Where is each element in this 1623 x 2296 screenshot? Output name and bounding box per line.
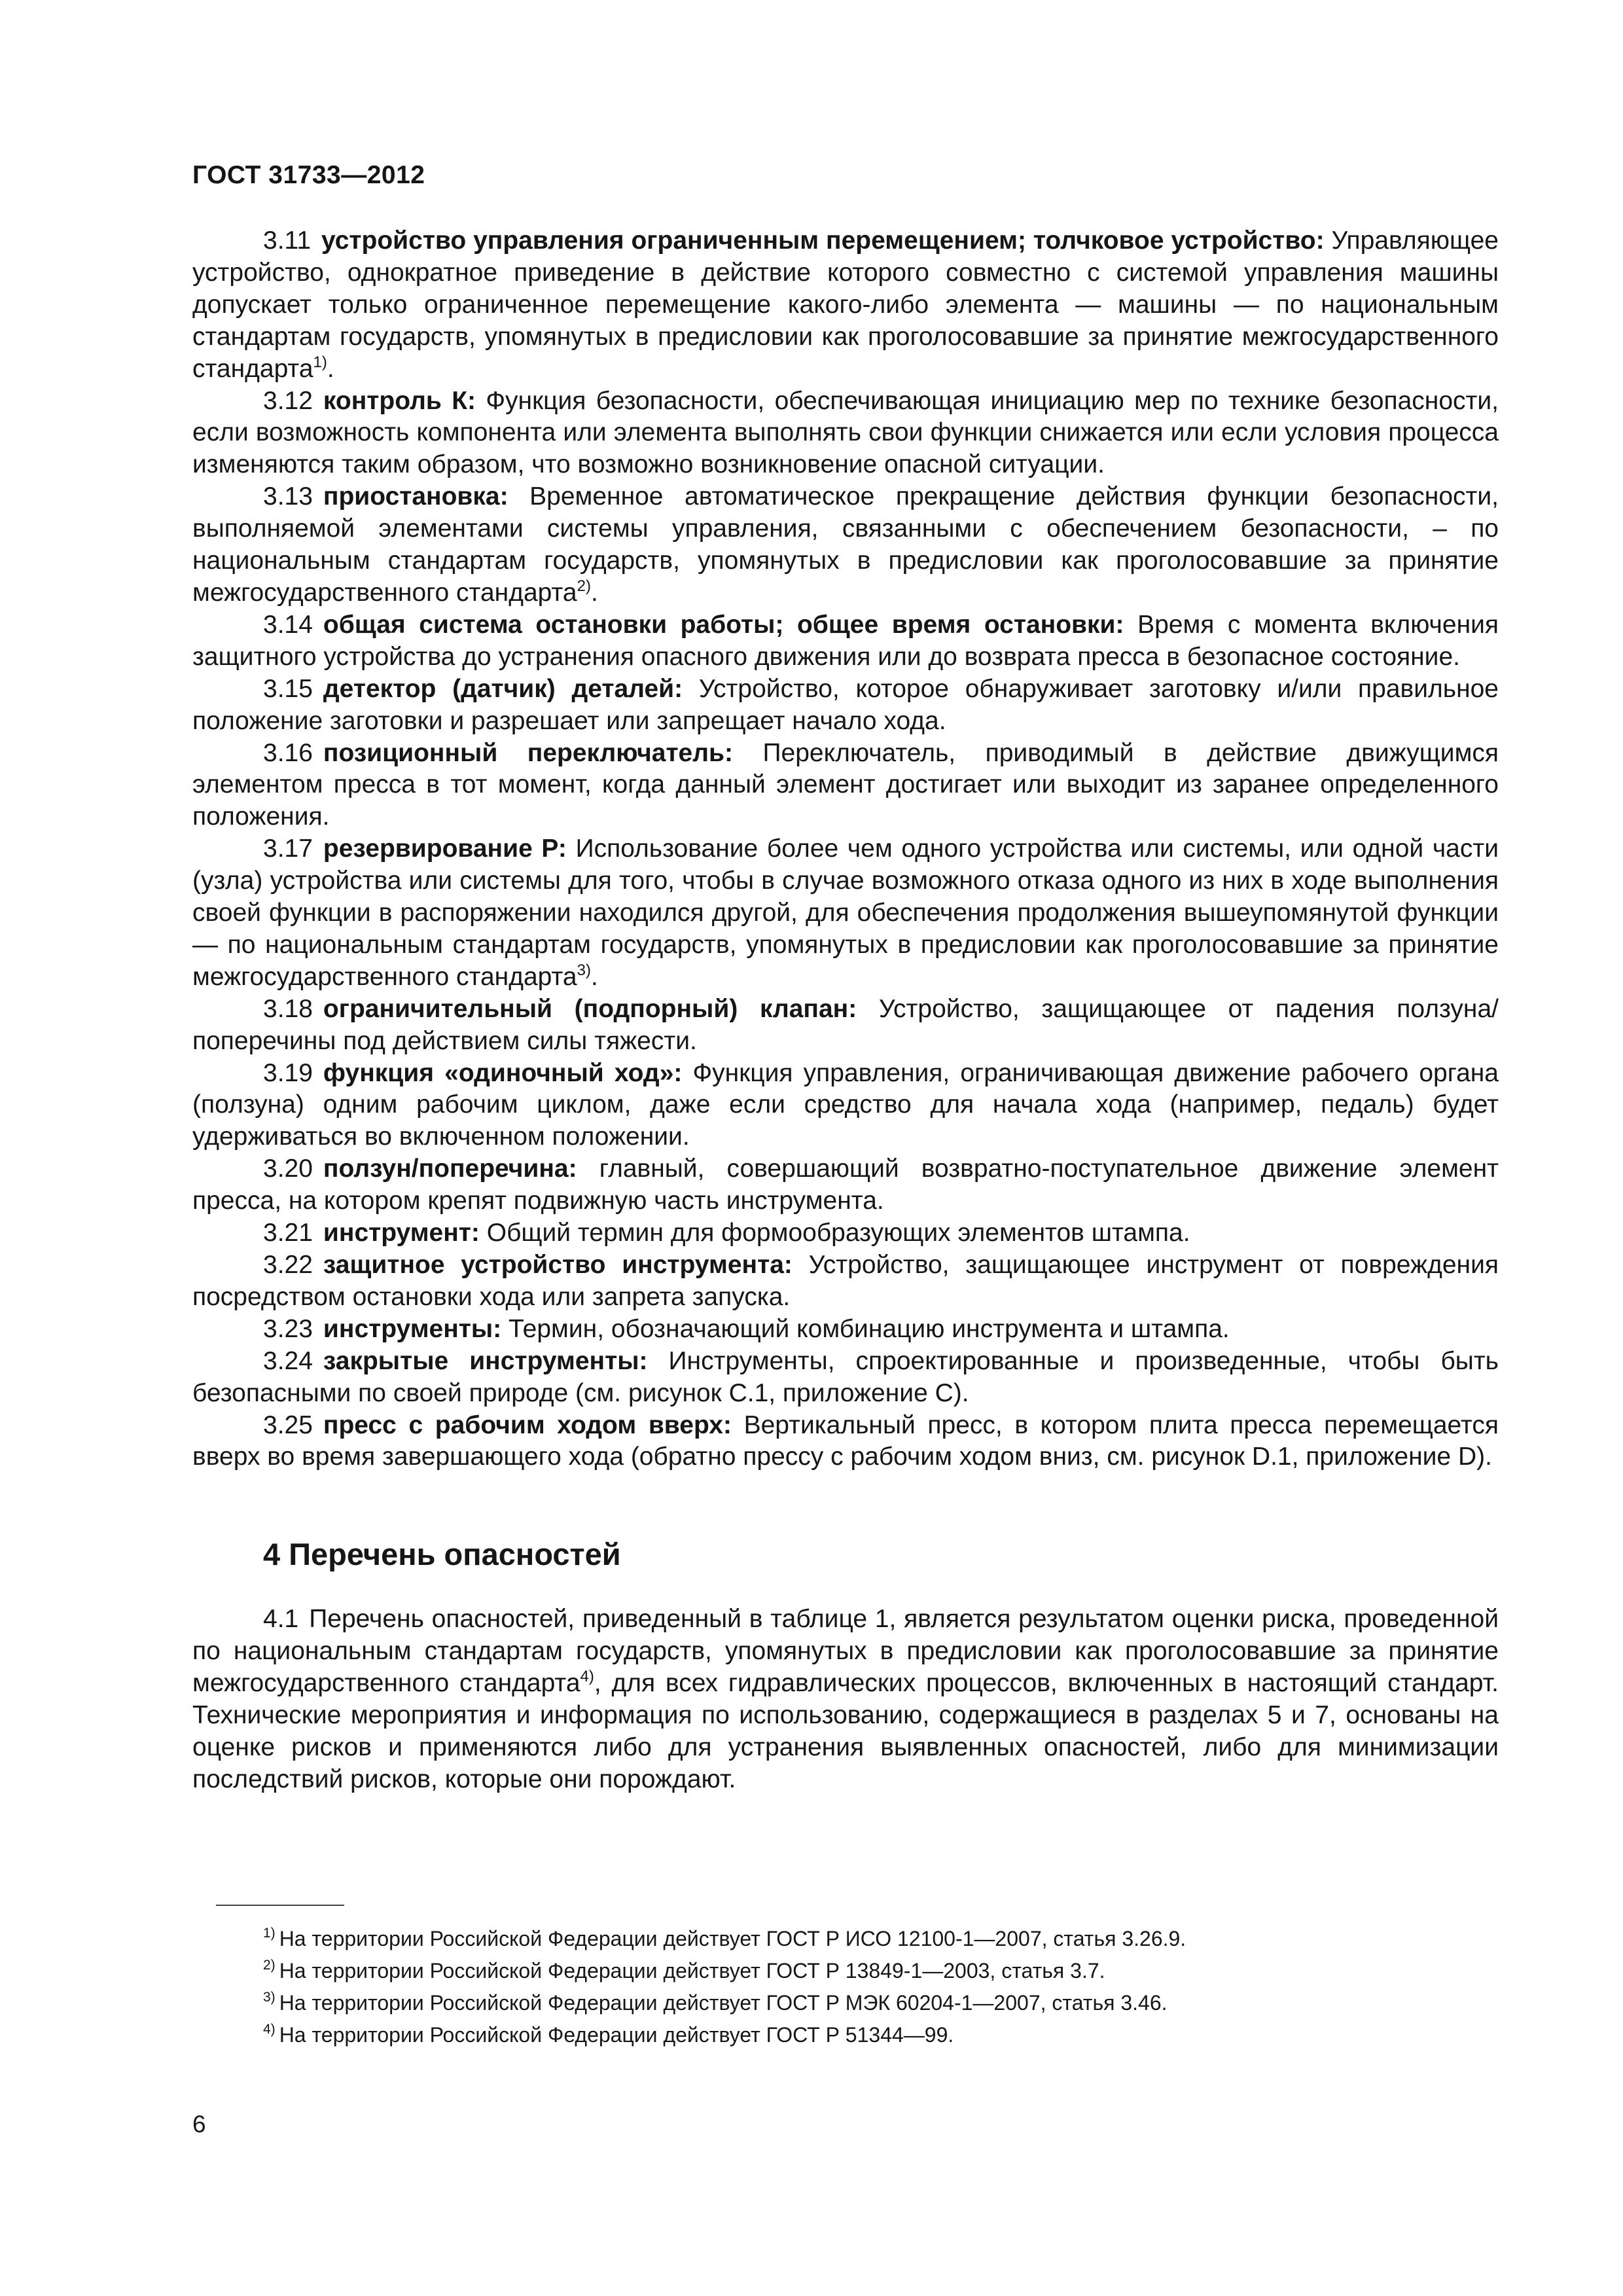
paragraph-text: Перечень опасностей, приведенный в таблице 1, является результатом оценки риска, проведенной по национальным стандартам государств, упомянутых в предисловии как проголосовавшие за принятие межгосударственного стандарта [192, 1605, 1499, 1698]
definition-text: Устройство, защищающее от падения ползуна/поперечины под действием силы тяжести. [192, 994, 1499, 1055]
definition-3-18 [192, 994, 1499, 1058]
definition-term: инструмент: [323, 1219, 480, 1247]
document-header: ГОСТ 31733—2012 [192, 161, 425, 189]
paragraph-number: 4.1 [263, 1605, 299, 1634]
definition-term: общая система остановки работы; общее время остановки: [323, 610, 1124, 639]
definition-text: Вертикальный пресс, в котором плита пресса перемещается вверх во время завершающего хода (обратно прессу с рабочим ходом вниз, см. рисунок D.1, приложение D). [192, 1410, 1499, 1471]
definition-number: 3.16 [263, 738, 313, 767]
definition-term: ограничительный (подпорный) клапан: [323, 994, 857, 1023]
definition-3-22 [192, 1249, 1499, 1314]
definition-number: 3.13 [263, 482, 313, 511]
definition-3-15 [192, 673, 1499, 738]
definition-term: позиционный переключатель: [323, 738, 733, 767]
definition-3-17 [192, 833, 1499, 994]
definition-end: . [590, 962, 598, 991]
definition-term: контроль К: [323, 386, 476, 415]
definition-end: . [590, 578, 598, 607]
definition-number: 3.23 [263, 1314, 313, 1343]
definition-number: 3.20 [263, 1155, 313, 1183]
footnote-text: На территории Российской Федерации действует ГОСТ Р ИСО 12100-1—2007, статья 3.26.9. [279, 1927, 1186, 1950]
definition-term: закрытые инструменты: [323, 1346, 648, 1375]
definition-term: защитное устройство инструмента: [323, 1251, 793, 1279]
definition-text: Использование более чем одного устройства или системы, или одной части (узла) устройства или системы для того, чтобы в случае возможного отказа одного из них в ходе выполнения своей функции в распоряжении находился другой, для обеспечения продолжения вышеупомянутой функции — по национальным стандартам государств, упомянутых в предисловии как проголосовавшие за принятие межгосударственного стандарта [192, 834, 1499, 991]
definition-text: Функция безопасности, обеспечивающая инициацию мер по технике безопасности, если возможность компонента или элемента выполнять свои функции снижается или если условия процесса изменяются таким образом, что возможно возникновение опасной ситуации. [192, 386, 1499, 479]
definition-number: 3.22 [263, 1251, 313, 1279]
definition-term: детектор (датчик) деталей: [323, 674, 683, 703]
definition-term: ползун/поперечина: [323, 1155, 577, 1183]
page-number: 6 [192, 2111, 206, 2138]
definition-term: приостановка: [323, 482, 508, 511]
definition-text: Устройство, которое обнаруживает заготовку и/или правильное положение заготовки и разрешает или запрещает начало хода. [192, 674, 1499, 735]
paragraph-text-continued: , для всех гидравлических процессов, включенных в настоящий стандарт. Технические мероприятия и информация по использованию, содержащиеся в разделах 5 и 7, основаны на оценке рисков и применяются либо для устранения выявленных опасностей, либо для минимизации последствий рисков, которые они порождают. [192, 1669, 1499, 1793]
definition-end: . [327, 354, 334, 383]
definition-term: инструменты: [323, 1314, 502, 1343]
footnote-item [263, 2019, 1186, 2051]
footnote-ref: 4) [580, 1668, 594, 1686]
definition-text: Функция управления, ограничивающая движение рабочего органа (ползуна) одним рабочим циклом, даже если средство для начала хода (например, педаль) будет удерживаться во включенном положении. [192, 1058, 1499, 1151]
definition-term: устройство управления ограниченным перемещением; толчковое устройство: [321, 226, 1325, 255]
footnote-item [263, 1923, 1186, 1955]
definition-3-25 [192, 1410, 1499, 1474]
definition-3-23 [192, 1314, 1499, 1346]
definition-3-12 [192, 386, 1499, 482]
definition-3-24 [192, 1346, 1499, 1410]
definition-number: 3.14 [263, 610, 313, 639]
footnote-text: На территории Российской Федерации действует ГОСТ Р 51344—99. [279, 2023, 954, 2047]
footnote-mark: 1) [263, 1926, 276, 1941]
definition-number: 3.12 [263, 386, 313, 415]
footnotes [263, 1923, 1186, 2051]
footnote-ref: 1) [313, 353, 327, 371]
definition-text: Устройство, защищающее инструмент от повреждения посредством остановки хода или запрета запуска. [192, 1251, 1499, 1311]
definition-text: Общий термин для формообразующих элементов штампа. [486, 1219, 1190, 1247]
footnote-text: На территории Российской Федерации действует ГОСТ Р МЭК 60204-1—2007, статья 3.46. [279, 1991, 1168, 2015]
section-heading: 4 Перечень опасностей [263, 1537, 621, 1572]
definition-text: Термин, обозначающий комбинацию инструмента и штампа. [508, 1314, 1230, 1343]
definition-number: 3.17 [263, 834, 313, 863]
definition-term: пресс с рабочим ходом вверх: [323, 1410, 732, 1439]
definition-number: 3.25 [263, 1410, 313, 1439]
definition-text: Управляющее устройство, однократное приведение в действие которого совместно с системой управления машины допускает только ограниченное перемещение какого-либо элемента — машины — по национальным стандартам государств, упомянутых в предисловии как проголосовавшие за принятие межгосударственного стандарта [192, 226, 1499, 383]
definition-term: резервирование Р: [323, 834, 567, 863]
definition-text: Время с момента включения защитного устройства до устранения опасного движения или до возврата пресса в безопасное состояние. [192, 610, 1499, 671]
footnote-item [263, 1987, 1186, 2019]
footnote-item [263, 1955, 1186, 1987]
definition-3-11 [192, 225, 1499, 386]
definition-number: 3.19 [263, 1058, 313, 1087]
definition-text: Переключатель, приводимый в действие движущимся элементом пресса в тот момент, когда данный элемент достигает или выходит из заранее определенного положения. [192, 738, 1499, 831]
definition-3-16 [192, 738, 1499, 834]
definition-3-21 [192, 1217, 1499, 1249]
definition-3-20 [192, 1153, 1499, 1217]
footnote-ref: 2) [577, 577, 591, 595]
footnote-text: На территории Российской Федерации действует ГОСТ Р 13849-1—2003, статья 3.7. [279, 1959, 1105, 1982]
paragraph-4-1 [192, 1604, 1499, 1795]
definition-term: функция «одиночный ход»: [323, 1058, 683, 1087]
definition-number: 3.24 [263, 1346, 313, 1375]
footnote-divider [216, 1905, 344, 1906]
definition-number: 3.11 [263, 226, 312, 255]
definition-number: 3.21 [263, 1219, 313, 1247]
definition-3-19 [192, 1058, 1499, 1154]
definition-text: Временное автоматическое прекращение действия функции безопасности, выполняемой элементами системы управления, связанными с обеспечением безопасности, – по национальным стандартам государств, упомянутых в предисловии как проголосовавшие за принятие межгосударственного стандарта [192, 482, 1499, 607]
footnote-ref: 3) [577, 961, 591, 979]
definition-number: 3.15 [263, 674, 313, 703]
footnote-mark: 4) [263, 2022, 276, 2037]
definition-3-13 [192, 481, 1499, 609]
definition-number: 3.18 [263, 994, 313, 1023]
footnote-mark: 3) [263, 1990, 276, 2005]
footnote-mark: 2) [263, 1958, 276, 1973]
definition-text: Инструменты, спроектированные и произведенные, чтобы быть безопасными по своей природе (см. рисунок С.1, приложение С). [192, 1346, 1499, 1407]
definition-3-14 [192, 609, 1499, 673]
definition-text: главный, совершающий возвратно-поступательное движение элемент пресса, на котором крепят подвижную часть инструмента. [192, 1155, 1499, 1215]
document-body [192, 225, 1499, 1796]
